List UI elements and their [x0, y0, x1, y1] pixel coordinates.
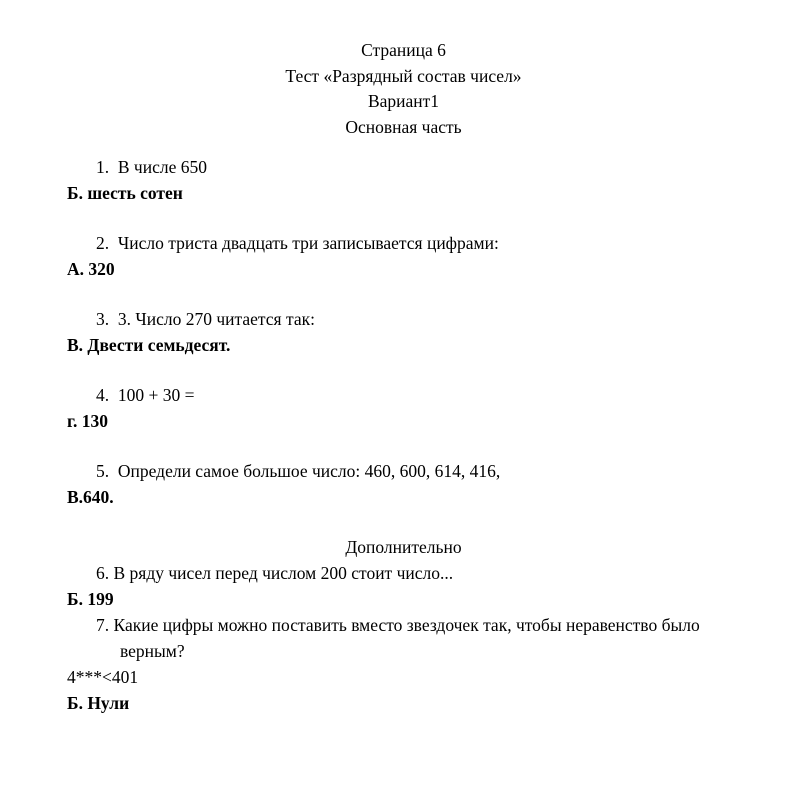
document-header — [67, 30, 740, 140]
part-label: Основная часть — [345, 116, 462, 137]
question-block-3 — [67, 306, 740, 358]
test-title: Тест «Разрядный состав чисел» — [285, 65, 522, 86]
question-number-3: 3. — [96, 309, 110, 329]
question-block-2 — [67, 230, 740, 282]
question-body-4: 100 + 30 = — [117, 385, 195, 405]
question-body-5: Определи самое большое число: 460, 600, 614, 416, — [117, 461, 501, 481]
question-block-5 — [67, 458, 740, 510]
question-answer-6: Б. 199 — [67, 589, 114, 609]
question-inequality-7: 4***<401 — [67, 667, 139, 687]
question-number-5: 5. — [96, 461, 110, 481]
question-number-4: 4. — [96, 385, 110, 405]
question-number-2: 2. — [96, 233, 110, 253]
question-body-7: Какие цифры можно поставить вместо звездочек так, чтобы неравенство было верным? — [113, 615, 705, 661]
question-body-6: В ряду чисел перед числом 200 стоит число... — [113, 563, 454, 583]
question-text-1 — [67, 154, 740, 180]
question-text-7 — [67, 612, 740, 664]
variant-label: Вариант1 — [367, 91, 440, 111]
question-block-7 — [67, 612, 740, 716]
question-number-1: 1. — [96, 157, 110, 177]
question-answer-5: В.640. — [67, 487, 114, 507]
question-text-3 — [67, 306, 740, 332]
question-block-4 — [67, 382, 740, 434]
question-body-2: Число триста двадцать три записывается цифрами: — [117, 233, 499, 253]
question-number-7: 7. — [96, 615, 110, 635]
question-text-4 — [67, 382, 740, 408]
question-body-1: В числе 650 — [117, 157, 207, 177]
additional-section-label: Дополнительно — [345, 537, 462, 557]
question-answer-3: В. Двести семьдесят. — [67, 335, 231, 355]
question-text-5 — [67, 458, 740, 484]
question-text-2 — [67, 230, 740, 256]
question-answer-7: Б. Нули — [67, 693, 130, 713]
question-answer-2: А. 320 — [67, 259, 115, 279]
page-label: Страница 6 — [361, 40, 446, 60]
question-block-1 — [67, 154, 740, 206]
question-text-6 — [67, 560, 740, 586]
question-answer-4: г. 130 — [67, 411, 108, 431]
question-answer-1: Б. шесть сотен — [67, 183, 183, 203]
question-number-6: 6. — [96, 563, 110, 583]
additional-section — [67, 534, 740, 716]
question-body-3: 3. Число 270 читается так: — [117, 309, 315, 329]
question-block-6 — [67, 560, 740, 612]
